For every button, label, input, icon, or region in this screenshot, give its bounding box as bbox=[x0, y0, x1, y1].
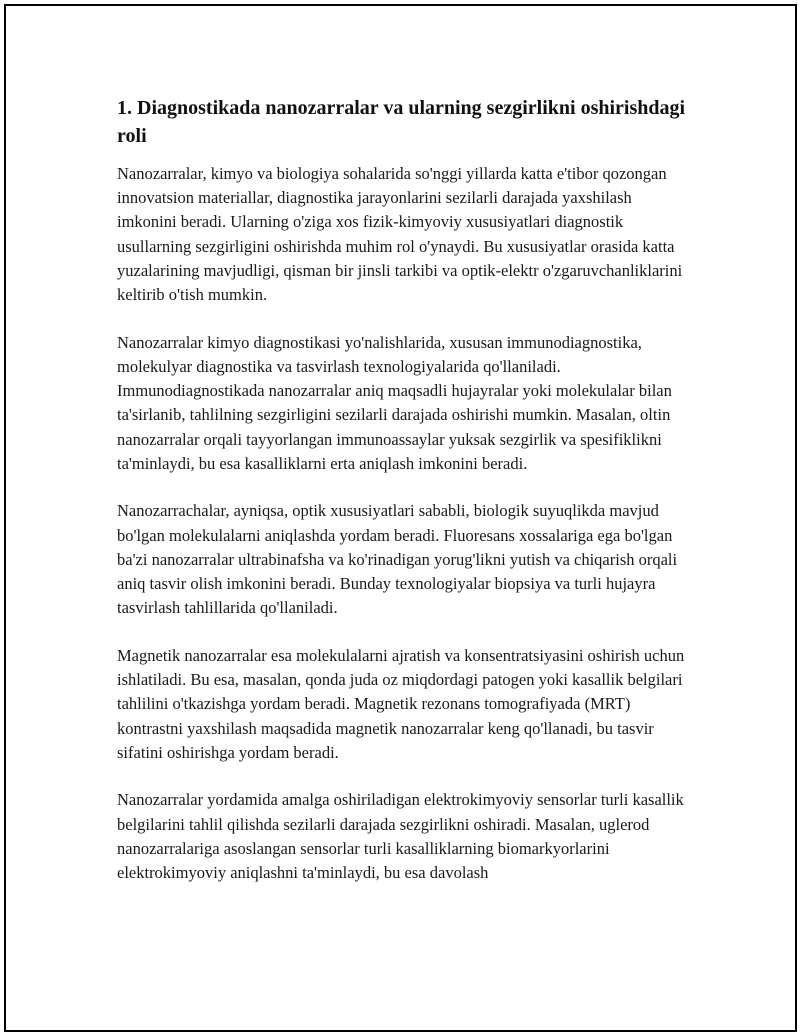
section-heading: 1. Diagnostikada nanozarralar va ularning sezgirlikni oshirishdagi roli bbox=[117, 97, 686, 147]
paragraph-electrochemical: Nanozarralar yordamida amalga oshiriladigan elektrokimyoviy sensorlar turli kasallik belgilarini tahlil qilishda sezilarli darajada sezgirlikni oshiradi. Masalan, uglerod nanozarralariga asoslangan sensorlar turli kasalliklarning biomarkyorlarini elektrokimyoviy aniqlashni ta'minlaydi, bu esa davolash bbox=[117, 790, 684, 883]
paragraph-intro: Nanozarralar, kimyo va biologiya sohalarida so'nggi yillarda katta e'tibor qozongan innovatsion materiallar, diagnostika jarayonlarini sezilarli darajada yaxshilash imkonini beradi. Ularning o'ziga xos fizik-kimyoviy xususiyatlari diagnostik usullarning sezgirligini oshirishda muhim rol o'ynaydi. Bu xususiyatlar orasida katta yuzalarining mavjudligi, qisman bir jinsli tarkibi va optik-elektr o'zgaruvchanliklarini keltirib o'tish mumkin. bbox=[117, 164, 683, 305]
paragraph-optical: Nanozarrachalar, ayniqsa, optik xususiyatlari sababli, biologik suyuqlikda mavjud bo'lgan molekulalarni aniqlashda yordam beradi. Fluoresans xossalariga ega bo'lgan ba'zi nanozarralar ultrabinafsha va ko'rinadigan yorug'likni yutish va chiqarish orqali aniq tasvir olish imkonini beradi. Bunday texnologiyalar biopsiya va turli hujayra tasvirlash tahlillarida qo'llaniladi. bbox=[117, 501, 678, 618]
document-body bbox=[117, 94, 687, 909]
paragraph-applications: Nanozarralar kimyo diagnostikasi yo'nalishlarida, xususan immunodiagnostika, molekulyar diagnostika va tasvirlash texnologiyalarida qo'llaniladi. Immunodiagnostikada nanozarralar aniq maqsadli hujayralar yoki molekulalar bilan ta'sirlanib, tahlilning sezgirligini sezilarli darajada oshirishi mumkin. Masalan, oltin nanozarralar orqali tayyorlangan immunoassaylar yuksak sezgirlik va spesifiklikni ta'minlaydi, bu esa kasalliklarni erta aniqlash imkonini beradi. bbox=[117, 332, 672, 473]
paragraph-magnetic: Magnetik nanozarralar esa molekulalarni ajratish va konsentratsiyasini oshirish uchun ishlatiladi. Bu esa, masalan, qonda juda oz miqdordagi patogen yoki kasallik belgilari tahlilini o'tkazishga yordam beradi. Magnetik rezonans tomografiyada (MRT) kontrastni yaxshilash maqsadida magnetik nanozarralar keng qo'llanadi, bu tasvir sifatini oshirishga yordam beradi. bbox=[117, 645, 685, 762]
